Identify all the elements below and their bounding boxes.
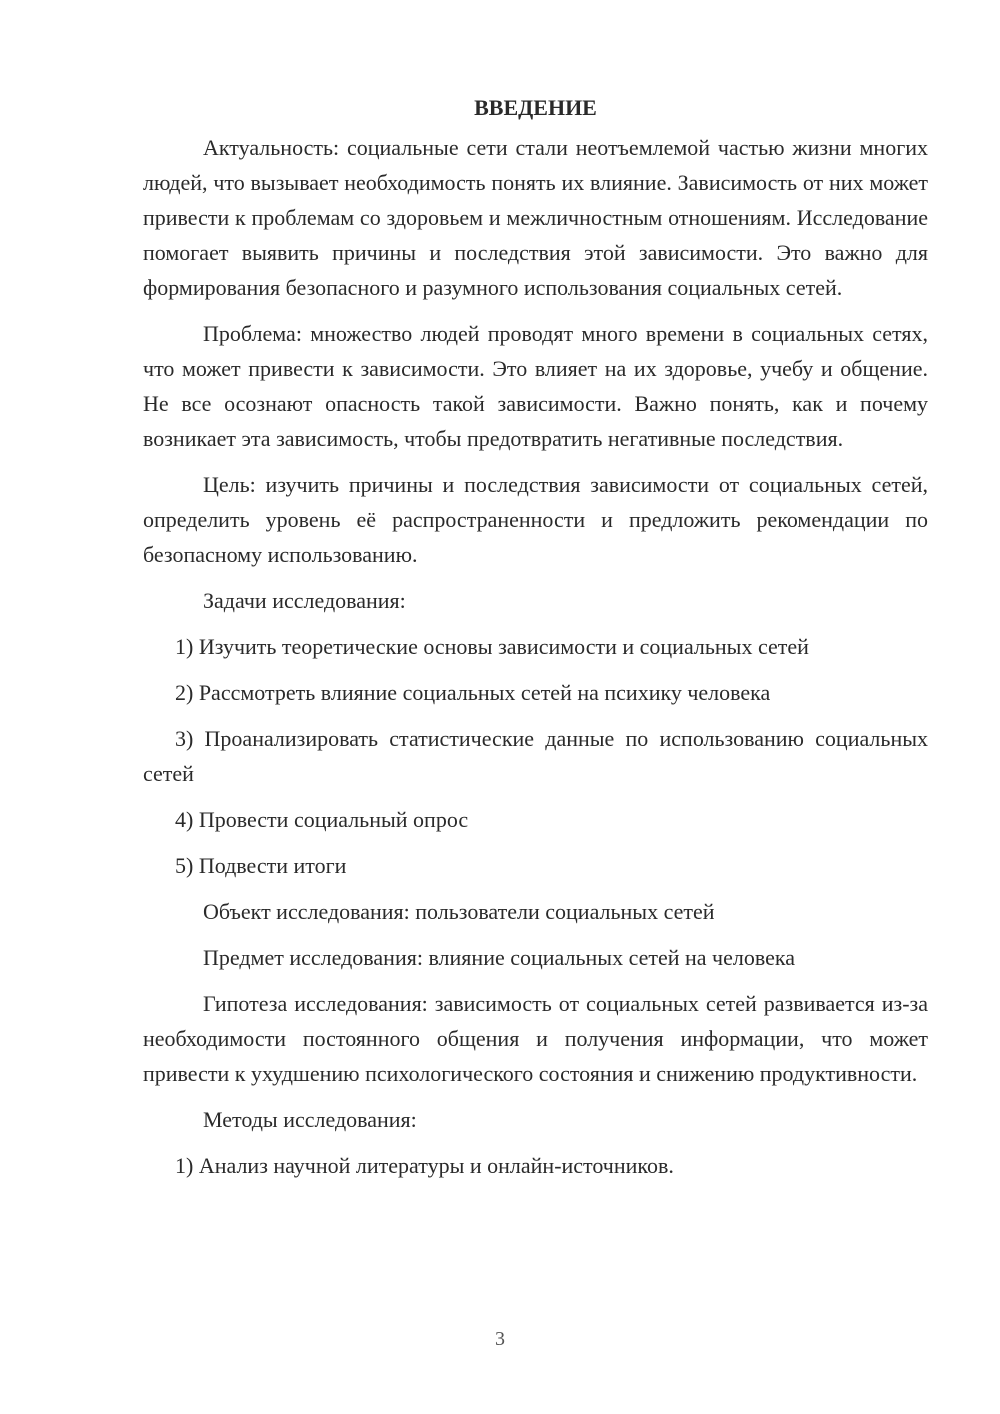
task-item-3: 3) Проанализировать статистические данные по использованию социальных сетей xyxy=(143,726,928,786)
tasks-heading: Задачи исследования: xyxy=(203,588,406,613)
research-subject: Предмет исследования: влияние социальных сетей на человека xyxy=(203,945,796,970)
method-item-1: 1) Анализ научной литературы и онлайн-источников. xyxy=(175,1153,674,1178)
task-item-4: 4) Провести социальный опрос xyxy=(175,807,469,832)
research-object: Объект исследования: пользователи социальных сетей xyxy=(203,899,715,924)
document-page xyxy=(143,88,928,1194)
task-item-1: 1) Изучить теоретические основы зависимости и социальных сетей xyxy=(175,634,809,659)
page-number: 3 xyxy=(495,1328,505,1350)
task-item-5: 5) Подвести итоги xyxy=(175,853,347,878)
goal-paragraph: Цель: изучить причины и последствия зависимости от социальных сетей, определить уровень её распространенности и предложить рекомендации по безопасному использованию. xyxy=(143,472,928,567)
problem-paragraph: Проблема: множество людей проводят много времени в социальных сетях, что может привести к зависимости. Это влияет на их здоровье, учебу и общение. Не все осознают опасность такой зависимости. Важно понять, как и почему возникает эта зависимость, чтобы предотвратить негативные последствия. xyxy=(143,321,928,451)
task-item-2: 2) Рассмотреть влияние социальных сетей на психику человека xyxy=(175,680,771,705)
relevance-paragraph: Актуальность: социальные сети стали неотъемлемой частью жизни многих людей, что вызывает необходимость понять их влияние. Зависимость от них может привести к проблемам со здоровьем и межличностным отношениям. Исследование помогает выявить причины и последствия этой зависимости. Это важно для формирования безопасного и разумного использования социальных сетей. xyxy=(143,135,928,300)
page-title: ВВЕДЕНИЕ xyxy=(474,95,597,120)
methods-heading: Методы исследования: xyxy=(203,1107,417,1132)
hypothesis-paragraph: Гипотеза исследования: зависимость от социальных сетей развивается из-за необходимости постоянного общения и получения информации, что может привести к ухудшению психологического состояния и снижению продуктивности. xyxy=(143,991,928,1086)
